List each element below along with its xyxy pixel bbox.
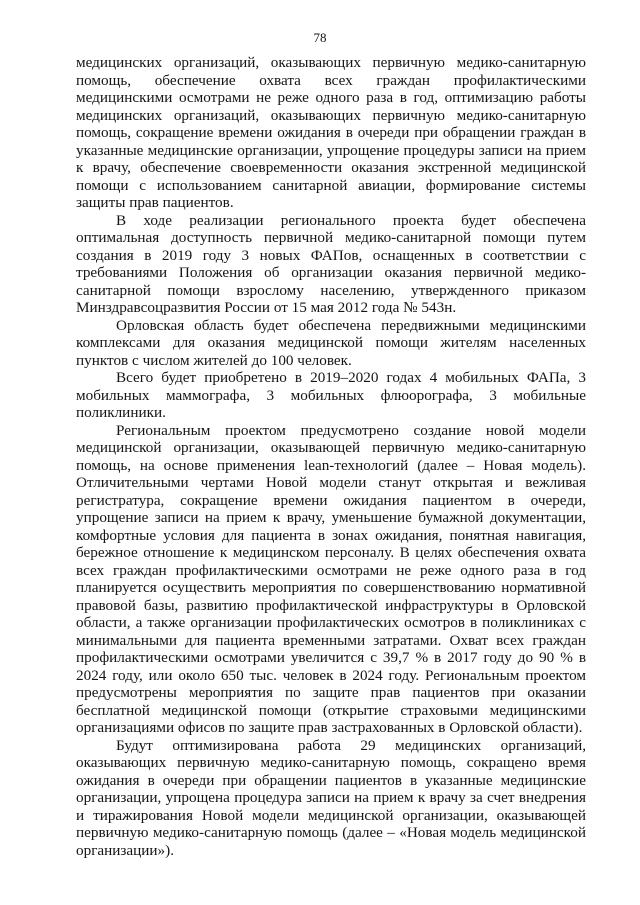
paragraph-3: Орловская область будет обеспечена передвижными медицинскими комплексами для оказания медицинской помощи жителям населенных пунктов с числом жителей до 100 человек. — [76, 316, 586, 369]
paragraph-6: Будут оптимизирована работа 29 медицинских организаций, оказывающих первичную медико-санитарную помощь, сокращено время ожидания в очереди при обращении пациентов в указанные медицинские организации, упрощена процедура записи на прием к врачу за счет внедрения и тиражирования Новой модели медицинской организации, оказывающей первичную медико-санитарную помощь (далее – «Новая модель медицинской организации»). — [76, 736, 586, 859]
document-body — [76, 54, 586, 859]
paragraph-2: В ходе реализации регионального проекта будет обеспечена оптимальная доступность первичной медико-санитарной помощи путем создания в 2019 году 3 новых ФАПов, оснащенных в соответствии с требованиями Положения об организации оказания первичной медико-санитарной помощи взрослому населению, утвержденного приказом Минздравсоцразвития России от 15 мая 2012 года № 543н. — [76, 211, 586, 316]
paragraph-4: Всего будет приобретено в 2019–2020 годах 4 мобильных ФАПа, 3 мобильных маммографа, 3 мобильных флюорографа, 3 мобильные поликлиники. — [76, 369, 586, 421]
paragraph-1: медицинских организаций, оказывающих первичную медико-санитарную помощь, обеспечение охвата всех граждан профилактическими медицинскими осмотрами не реже одного раза в год, оптимизацию работы медицинских организаций, оказывающих первичную медико-санитарную помощь, сокращение времени ожидания в очереди при обращении граждан в указанные медицинские организации, упрощение процедуры записи на прием к врачу, обеспечение своевременности оказания экстренной медицинской помощи с использованием санитарной авиации, формирование системы защиты прав пациентов. — [76, 54, 586, 211]
page-number: 78 — [313, 30, 327, 45]
paragraph-5: Региональным проектом предусмотрено создание новой модели медицинской организации, оказывающей первичную медико-санитарную помощь, на основе применения lean-технологий (далее – Новая модель). Отличительными чертами Новой модели станут открытая и вежливая регистратура, сокращение времени ожидания пациентом в очереди, упрощение записи на прием к врачу, уменьшение бумажной документации, комфортные условия для пациента в зонах ожидания, понятная навигация, бережное отношение к медицинском персоналу. В целях обеспечения охвата всех граждан профилактическими осмотрами не реже одного раза в год планируется осуществить мероприятия по совершенствованию нормативной правовой базы, развитию профилактической инфраструктуры в Орловской области, а также организации профилактических осмотров в поликлиниках с минимальными для пациента временными затратами. Охват всех граждан профилактическими осмотрами увеличится с 39,7 % в 2017 году до 90 % в 2024 году, или около 650 тыс. человек в 2024 году. Региональным проектом предусмотрены мероприятия по защите прав пациентов при оказании бесплатной медицинской помощи (открытие страховыми медицинскими организациями офисов по защите прав застрахованных в Орловской области). — [76, 421, 586, 736]
